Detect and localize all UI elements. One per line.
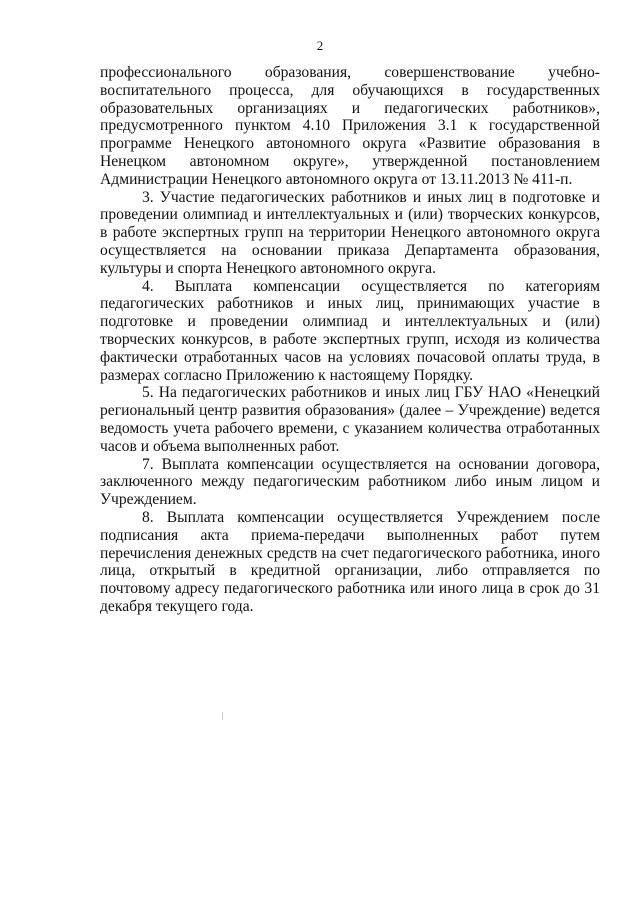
paragraph-7: 7. Выплата компенсации осуществляется на основании договора, заключенного между педагогическим работником либо иным лицом и Учреждением. [100,455,600,509]
paragraph-continuation: профессионального образования, совершенствование учебно-воспитательного процесса, для обучающихся в государственных образовательных организациях и педагогических работников», предусмотренного пунктом 4.10 Приложения 3.1 к государственной программе Ненецкого автономного округа «Развитие образования в Ненецком автономном округе», утвержденной постановлением Администрации Ненецкого автономного округа от 13.11.2013 № 411-п. [100,64,600,188]
paragraph-5: 5. На педагогических работников и иных лиц ГБУ НАО «Ненецкий региональный центр развития образования» (далее – Учреждение) ведется ведомость учета рабочего времени, с указанием количества отработанных часов и объема выполненных работ. [100,384,600,455]
paragraph-4: 4. Выплата компенсации осуществляется по категориям педагогических работников и иных лиц, принимающих участие в подготовке и проведении олимпиад и интеллектуальных и (или) творческих конкурсов, в работе экспертных групп, исходя из количества фактически отработанных часов на условиях почасовой оплаты труда, в размерах согласно Приложению к настоящему Порядку. [100,277,600,384]
paragraph-3: 3. Участие педагогических работников и иных лиц в подготовке и проведении олимпиад и интеллектуальных и (или) творческих конкурсов, в работе экспертных групп на территории Ненецкого автономного округа осуществляется на основании приказа Департамента образования, культуры и спорта Ненецкого автономного округа. [100,188,600,277]
scan-artifact-mark [222,712,223,720]
paragraph-8: 8. Выплата компенсации осуществляется Учреждением после подписания акта приема-передачи выполненных работ путем перечисления денежных средств на счет педагогического работника, иного лица, открытый в кредитной организации, либо отправляется по почтовому адресу педагогического работника или иного лица в срок до 31 декабря текущего года. [100,508,600,615]
document-body [100,64,600,616]
page-number: 2 [316,38,324,53]
